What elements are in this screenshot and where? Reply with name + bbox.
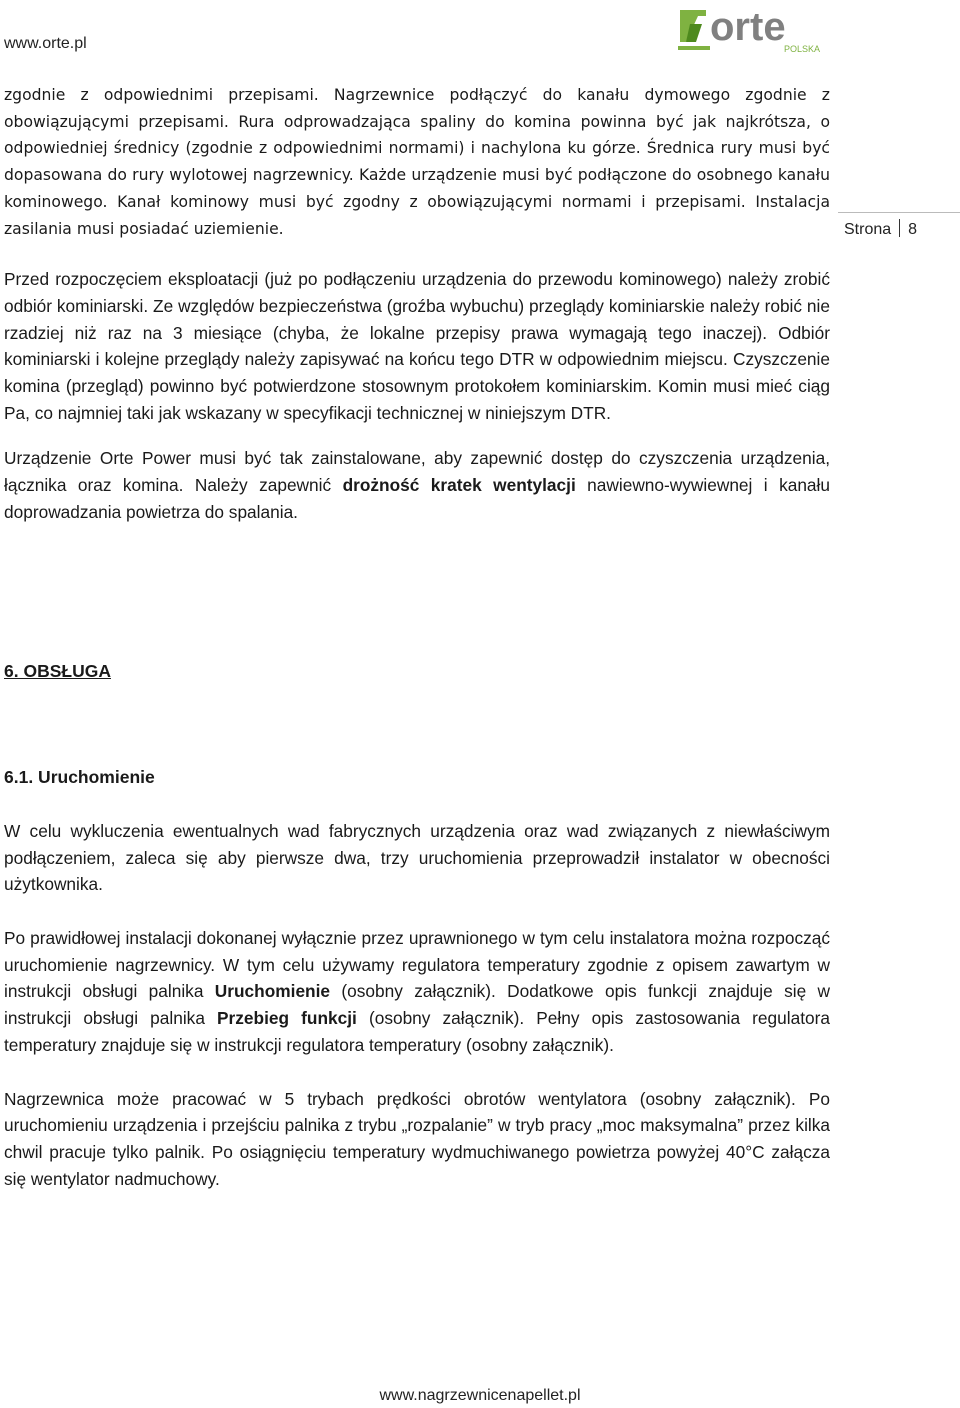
emphasis-uruchomienie: Uruchomienie xyxy=(214,981,331,1002)
paragraph-first-start: W celu wykluczenia ewentualnych wad fabrycznych urządzenia oraz wad związanych z niewłaściwym podłączeniem, zaleca się aby pierwsze dwa, trzy uruchomienia przeprowadził instalator w obecności użytkownika. xyxy=(4,820,830,895)
paragraph-chimney-inspection: Przed rozpoczęciem eksploatacji (już po podłączeniu urządzenia do przewodu kominowego) należy zrobić odbiór kominiarski. Ze względów bezpieczeństwa (groźba wybuchu) przeglądy kominiarskie należy robić nie rzadziej niż raz na 3 miesiące (chyba, że lokalne przepisy prawa wymagają tego inaczej). Odbiór kominiarski i kolejne przeglądy należy zapisywać na końcu tego DTR w odpowiednim miejscu. Czyszczenie komina (przegląd) powinno być potwierdzone stosownym protokołem kominiarskim. Komin musi mieć ciąg Pa, co najmniej taki jak wskazany w specyfikacji technicznej w niniejszym DTR. xyxy=(4,269,830,423)
emphasis-przebieg-funkcji: Przebieg funkcji xyxy=(217,1008,357,1029)
header-url[interactable]: www.orte.pl xyxy=(4,35,87,52)
subsection-heading: 6.1. Uruchomienie xyxy=(4,767,155,788)
emphasis-ventilation: drożność kratek wentylacji xyxy=(342,475,576,496)
logo-subtext: POLSKA xyxy=(784,44,821,54)
section-heading: 6. OBSŁUGA xyxy=(4,660,111,681)
orte-logo xyxy=(676,2,834,54)
document-body xyxy=(4,82,830,1192)
logo-text: orte xyxy=(710,5,786,49)
paragraph-access: Urządzenie Orte Power musi być tak zainstalowane, aby zapewnić dostęp do czyszczenia urządzenia, łącznika oraz komina. Należy zapewnić drożność kratek wentylacji nawiewno-wywiewnej i kanału doprowadzania powietrza do spalania. xyxy=(4,448,830,522)
page-number-value: 8 xyxy=(908,221,918,238)
page-rule xyxy=(838,212,960,213)
footer-url[interactable]: www.nagrzewnicenapellet.pl xyxy=(379,1387,581,1404)
logo-icon xyxy=(676,2,834,54)
paragraph-installation: zgodnie z odpowiednimi przepisami. Nagrzewnice podłączyć do kanału dymowego zgodnie z obowiązującymi przepisami. Rura odprowadzająca spaliny do komina powinna być jak najkrótsza, o odpowiedniej średnicy (zgodnie z odpowiednimi normami) i nachylona ku górze. Średnica rury musi być dopasowana do rury wylotowej nagrzewnicy. Każde urządzenie musi być podłączone do osobnego kanału kominowego. Kanał kominowy musi być zgodny z obowiązującymi normami i przepisami. Instalacja zasilania musi posiadać uziemienie. xyxy=(4,86,830,238)
paragraph-fan-modes: Nagrzewnica może pracować w 5 trybach prędkości obrotów wentylatora (osobny załącznik). Po uruchomieniu urządzenia i przejściu palnika z trybu „rozpalanie” w tryb pracy „moc maksymalna” przez kilka chwil pracuje tylko palnik. Po osiągnięciu temperatury wydmuchiwanego powietrza powyżej 40°C załącza się wentylator nadmuchowy. xyxy=(4,1088,830,1189)
page-separator xyxy=(899,219,900,237)
page-number xyxy=(844,219,917,239)
paragraph-startup: Po prawidłowej instalacji dokonanej wyłącznie przez uprawnionego w tym celu instalatora można rozpocząć uruchomienie nagrzewnicy. W tym celu używamy regulatora temperatury zgodnie z opisem zawartym w instrukcji obsługi palnika Uruchomienie (osobny załącznik). Dodatkowe opis funkcji znajduje się w instrukcji obsługi palnika Przebieg funkcji (osobny załącznik). Pełny opis zastosowania regulatora temperatury znajduje się w instrukcji regulatora temperatury (osobny załącznik). xyxy=(4,928,831,1055)
page-label: Strona xyxy=(844,221,892,238)
